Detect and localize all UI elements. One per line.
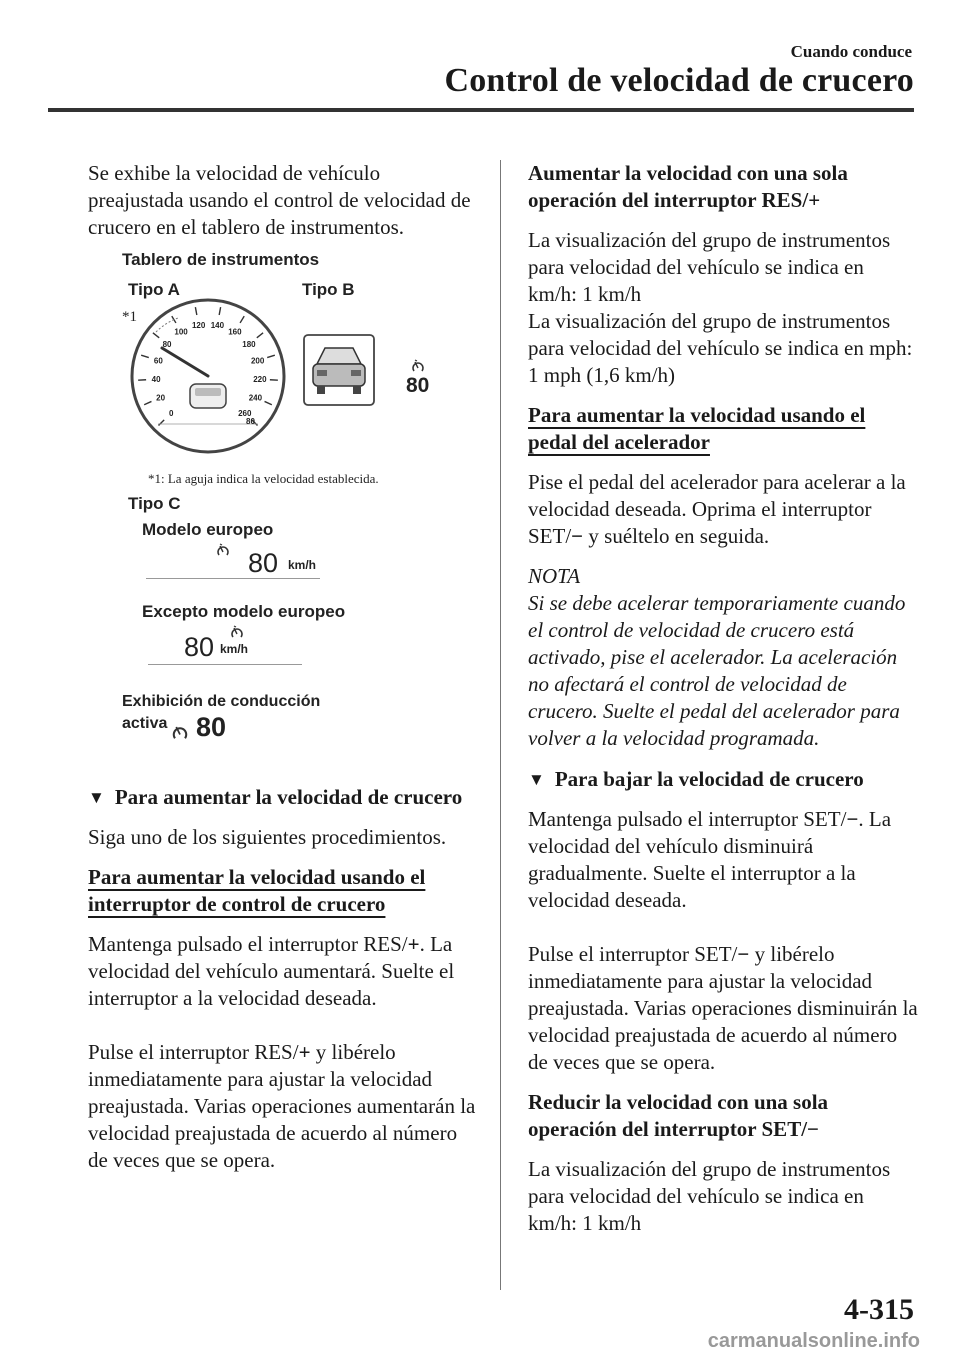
- gauge-tick-label: 60: [153, 356, 163, 366]
- header-section: Cuando conduce: [790, 42, 912, 61]
- gauge-tick-label: 180: [242, 339, 256, 349]
- eu-unit: km/h: [288, 558, 317, 572]
- figure-footnote: *1: La aguja indica la velocidad establecida.: [148, 471, 379, 486]
- watermark: carmanualsonline.info: [707, 1330, 920, 1352]
- gauge-tick-label: 200: [250, 356, 265, 366]
- instrument-figure: [88, 250, 488, 742]
- plus-icon: +: [298, 1040, 311, 1064]
- left-column: [88, 160, 480, 1187]
- active-display-speed: 80: [196, 712, 227, 742]
- gauge-tick-label: 220: [253, 375, 267, 385]
- page-number: 4-315: [844, 1293, 914, 1326]
- subheading: Para aumentar la velocidad usando el interruptor de control de crucero: [88, 865, 426, 916]
- paragraph: La visualización del grupo de instrumentos para velocidad del vehículo se indica en mph: 1 mph (1,6 km/h): [528, 309, 913, 387]
- triangle-icon: ▼: [528, 770, 545, 789]
- column-divider: [500, 160, 501, 1290]
- gauge-tick-label: 100: [174, 327, 188, 337]
- gauge-tick-label: 20: [156, 393, 166, 403]
- triangle-icon: ▼: [88, 788, 105, 807]
- gauge-tick-label: 0: [169, 408, 174, 418]
- paragraph: Mantenga pulsado el interruptor RES/+. La velocidad del vehículo aumentará. Suelte el interruptor a la velocidad deseada.: [88, 932, 455, 1010]
- heading: Reducir la velocidad con una sola operación del interruptor SET/−: [528, 1090, 829, 1141]
- plus-icon: +: [808, 188, 821, 212]
- page-title: Control de velocidad de crucero: [444, 62, 914, 99]
- minus-icon: −: [807, 1117, 819, 1141]
- paragraph: Pulse el interruptor RES/+ y libérelo inmediatamente para ajustar la velocidad preajustada. Varias operaciones aumentarán la velocidad preajustada de acuerdo al número de veces que se opera.: [88, 1040, 476, 1172]
- label-tipo-b: Tipo B: [302, 280, 355, 299]
- label-excepto-europeo: Excepto modelo europeo: [142, 602, 346, 621]
- label-tipo-c: Tipo C: [128, 494, 181, 513]
- label-tipo-a: Tipo A: [128, 280, 180, 299]
- paragraph: Pulse el interruptor SET/− y libérelo inmediatamente para ajustar la velocidad preajustada. Varias operaciones disminuirán la velocidad preajustada de acuerdo al número de veces que se opera.: [528, 942, 918, 1074]
- gauge-tick-label: 160: [228, 327, 242, 337]
- section-heading: [88, 784, 480, 811]
- section-heading: [528, 766, 918, 793]
- minus-icon: −: [737, 942, 750, 966]
- subheading: Para aumentar la velocidad usando el pedal del acelerador: [528, 403, 866, 454]
- gauge-tick-label: 40: [151, 375, 161, 385]
- tipo-b-car-icon: [303, 334, 375, 406]
- paragraph: La visualización del grupo de instrumentos para velocidad del vehículo se indica en km/h: 1 km/h: [528, 228, 891, 306]
- paragraph: Mantenga pulsado el interruptor SET/−. La velocidad del vehículo disminuirá gradualmente. Suelte el interruptor a la velocidad deseada.: [528, 807, 892, 912]
- non-eu-unit: km/h: [220, 642, 249, 656]
- minus-icon: −: [846, 807, 859, 831]
- gauge-tick-label: 260: [238, 408, 252, 418]
- minus-icon: −: [571, 524, 584, 548]
- gauge-tick-label: 80: [162, 339, 172, 349]
- non-eu-rule: [148, 664, 302, 665]
- note-text: Si se debe acelerar temporariamente cuando el control de velocidad de crucero está activado, pise el acelerador. La aceleración no afectará el control de velocidad de crucero. Suelte el pedal del acelerador para volver a la velocidad programada.: [528, 591, 906, 750]
- plus-icon: +: [407, 932, 420, 956]
- paragraph: Pise el pedal del acelerador para acelerar a la velocidad deseada. Oprima el interruptor SET/− y suéltelo en seguida.: [528, 470, 906, 548]
- paragraph: La visualización del grupo de instrumentos para velocidad del vehículo se indica en km/h: 1 km/h: [528, 1157, 891, 1235]
- eu-speed: 80: [248, 548, 279, 578]
- heading: Aumentar la velocidad con una sola operación del interruptor RES/+: [528, 161, 848, 212]
- paragraph: Siga uno de los siguientes procedimientos.: [88, 825, 447, 849]
- tipo-b-speed: 80: [406, 374, 430, 397]
- non-eu-speed: 80: [184, 632, 215, 662]
- section-title: Para aumentar la velocidad de crucero: [114, 785, 463, 809]
- intro-paragraph: Se exhibe la velocidad de vehículo preajustada usando el control de velocidad de crucero en el tablero de instrumentos.: [88, 161, 471, 239]
- cruise-icon: [216, 542, 230, 558]
- eu-rule: [146, 578, 320, 579]
- label-activa: activa: [122, 715, 168, 732]
- figure-title: Tablero de instrumentos: [122, 250, 320, 269]
- gauge-readout: 80: [246, 417, 255, 426]
- right-column: [528, 160, 918, 1250]
- gauge-tick-label: 120: [191, 320, 206, 330]
- label-modelo-europeo: Modelo europeo: [142, 520, 274, 539]
- header-rule: [48, 108, 914, 112]
- gauge-tick-label: 240: [248, 393, 263, 403]
- gauge-tick-label: 140: [210, 320, 225, 330]
- note-heading: NOTA: [528, 564, 581, 588]
- star-mark: *1: [122, 309, 137, 325]
- cruise-icon: [170, 722, 190, 742]
- section-title: Para bajar la velocidad de crucero: [554, 767, 864, 791]
- speedometer-gauge: [128, 296, 288, 456]
- label-exhibicion: Exhibición de conducción: [122, 693, 321, 710]
